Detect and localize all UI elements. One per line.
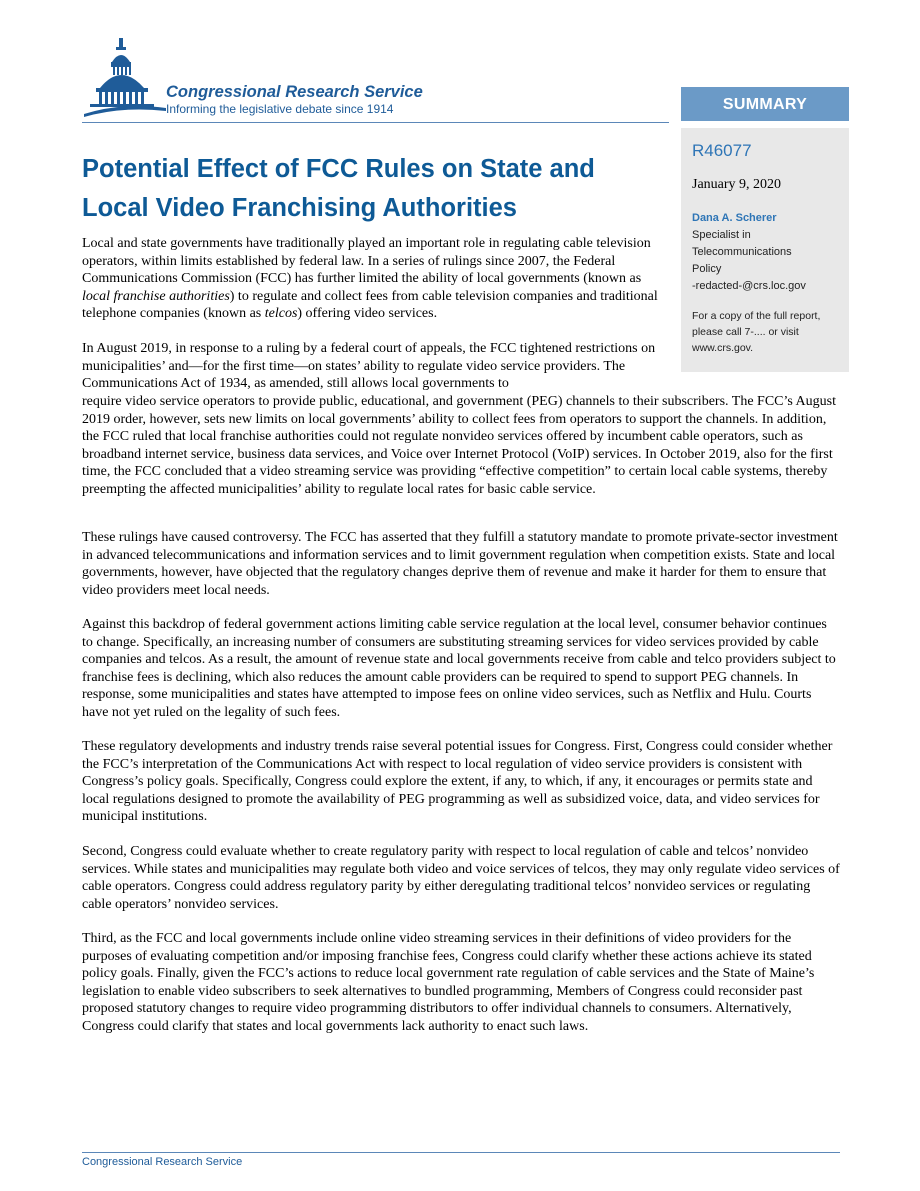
- org-name: Congressional Research Service: [166, 83, 423, 101]
- body-paragraph-2a: In August 2019, in response to a ruling by a federal court of appeals, the FCC tightened restrictions on municipalities’ and—for the first time—on states’ ability to regulate video service providers. The Communications Act of 1934, as amended, still allows local governments to: [82, 341, 656, 392]
- copy-info-line: please call 7-.... or visit: [692, 326, 799, 338]
- header-divider: [82, 122, 669, 123]
- body-paragraph-4: Against this backdrop of federal government actions limiting cable service regulation at the local level, consumer behavior continues to change. Specifically, an increasing number of consumers are substituting streaming services for video services provided by cable companies and telcos. As a result, the amount of revenue state and local governments receive from cable and telco providers subject to franchise fees is declining, which also reduces the amount cable providers can be required to spend to support PEG channels. In response, some municipalities and states have attempted to impose fees on online video services, such as Netflix and Hulu. Courts have not yet ruled on the legality of such fees.: [82, 617, 836, 720]
- title-line-1: Potential Effect of FCC Rules on State and: [82, 155, 595, 183]
- report-number: R46077: [692, 141, 752, 160]
- body-paragraph-7: Third, as the FCC and local governments include online video streaming services in their definitions of video providers for the purposes of evaluating competition and/or imposing franchise fees, Congress could clarify whether these actions achieve its stated policy goals. Finally, given the FCC’s actions to reduce local government rate regulation of cable services and the State of Maine’s legislation to enable video subscribers to seek alternatives to bundled programming, Members of Congress could reconsider past proposed statutory changes to require video programming distributors to offer individual channels to consumers. Alternatively, Congress could clarify that states and local governments lack authority to enact such laws.: [82, 931, 815, 1034]
- footer-divider: [82, 1152, 840, 1153]
- capitol-dome-icon: [82, 36, 166, 120]
- page-title: [82, 150, 662, 228]
- title-line-2: Local Video Franchising Authorities: [82, 194, 517, 222]
- summary-tab: SUMMARY: [681, 87, 849, 121]
- crs-logo: [82, 36, 482, 122]
- body-paragraph-2b: require video service operators to provide public, educational, and government (PEG) channels to their subscribers. The FCC’s August 2019 order, however, sets new limits on local governments’ ability to collect fees from operators to support the channels. In addition, the FCC ruled that local franchise authorities could not regulate nonvideo services offered by incumbent cable operators, such as broadband internet service, business data services, and Voice over Internet Protocol (VoIP) services. In October 2019, also for the first time, the FCC concluded that a video streaming service was providing “effective competition” to certain local cable systems, thereby preempting the affected municipalities’ ability to regulate local rates for basic cable service.: [82, 394, 837, 497]
- author-email-link[interactable]: -redacted-@crs.loc.gov: [692, 280, 806, 292]
- copy-info-line: For a copy of the full report,: [692, 310, 821, 322]
- author-role-line: Telecommunications: [692, 246, 792, 258]
- report-sidebar: [681, 128, 849, 372]
- crs-website-link[interactable]: www.crs.gov.: [692, 342, 754, 354]
- body-paragraph-6: Second, Congress could evaluate whether to create regulatory parity with respect to local regulation of cable and telcos’ nonvideo services. While states and municipalities may regulate both video and voice services of telcos, they may only regulate video services of cable operators. Congress could address regulatory parity by either deregulating traditional telcos’ nonvideo services or regulating cable operators’ nonvideo services.: [82, 844, 840, 912]
- footer-org-name: Congressional Research Service: [82, 1156, 243, 1168]
- body-paragraph-5: These regulatory developments and industry trends raise several potential issues for Congress. First, Congress could consider whether the FCC’s interpretation of the Communications Act with respect to local regulation of video service providers is consistent with Congress’s policy goals. Specifically, Congress could explore the extent, if any, to which, if any, it encourages or permits state and local regulations designed to promote the availability of PEG programming as well as subsidized voice, data, and video services for municipal institutions.: [82, 739, 833, 825]
- body-paragraph-1: Local and state governments have traditionally played an important role in regulating cable television operators, within limits established by federal law. In a series of rulings since 2007, the Federal Communications Commission (FCC) has further limited the ability of local governments (known as local franchise authorities) to regulate and collect fees from cable television companies and traditional telephone companies (known as telcos) offering video services.: [82, 236, 658, 322]
- report-date: January 9, 2020: [692, 177, 782, 192]
- author-role-line: Specialist in: [692, 229, 751, 241]
- body-paragraph-3: These rulings have caused controversy. The FCC has asserted that they fulfill a statutory mandate to promote private-sector investment in advanced telecommunications and information services and to limit government regulation when competition exists. State and local governments, however, have objected that the regulatory changes deprive them of revenue and make it harder for them to ensure that video providers meet local needs.: [82, 530, 838, 598]
- org-tagline: Informing the legislative debate since 1914: [166, 102, 394, 116]
- author-role-line: Policy: [692, 263, 722, 275]
- author-name: Dana A. Scherer: [692, 212, 777, 224]
